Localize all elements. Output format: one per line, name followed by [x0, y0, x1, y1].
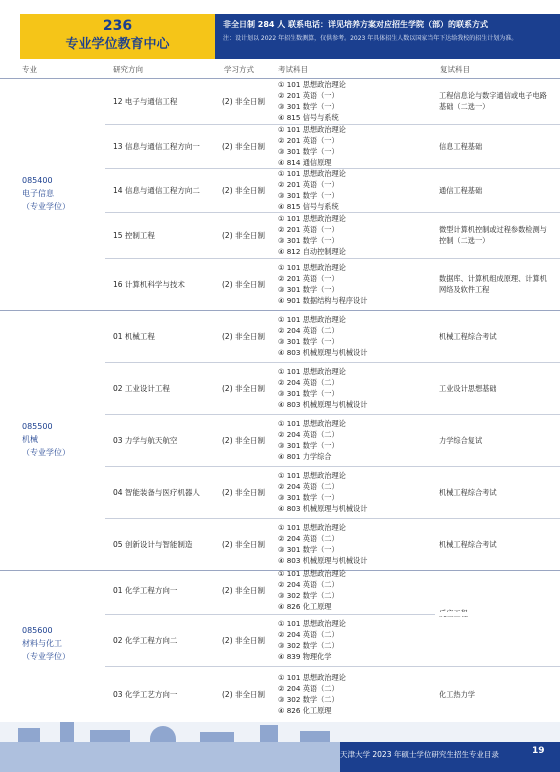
exam-subjects [278, 418, 346, 462]
table-row [105, 258, 560, 310]
retest-subject: 信息工程基础 [439, 141, 483, 151]
exam-subject: ③ 302 数学（二） [278, 695, 339, 704]
lowrise-silhouette-icon [300, 731, 330, 742]
exam-subject: ③ 301 数学（一） [278, 102, 339, 111]
exam-subject: ① 101 思想政治理论 [278, 80, 346, 89]
exam-subject: ① 101 思想政治理论 [278, 619, 346, 628]
block-silhouette-icon [260, 725, 278, 742]
retest-subject: 力学综合复试 [439, 435, 483, 445]
page-header [0, 0, 560, 59]
major-label [22, 174, 70, 213]
exam-subjects [278, 522, 367, 566]
page-footer [0, 722, 560, 772]
major-code: 085600 [22, 626, 53, 635]
exam-subject: ① 101 思想政治理论 [278, 569, 346, 578]
study-mode: (2) 非全日制 [222, 488, 266, 497]
study-mode: (2) 非全日制 [222, 332, 266, 341]
enrollment-info-block [215, 14, 560, 59]
footer-skyline-band [0, 742, 340, 772]
study-mode: (2) 非全日制 [222, 540, 266, 549]
hall-silhouette-icon [90, 730, 130, 742]
study-mode: (2) 非全日制 [222, 384, 266, 393]
retest-subject: 化工热力学 [439, 689, 475, 699]
exam-subject: ① 101 思想政治理论 [278, 367, 346, 376]
exam-subject: ③ 301 数学（一） [278, 147, 339, 156]
exam-subject: ④ 901 数据结构与程序设计 [278, 296, 368, 305]
exam-subject: ④ 801 力学综合 [278, 452, 332, 461]
exam-subject: ③ 301 数学（一） [278, 493, 339, 502]
exam-subjects [278, 314, 367, 358]
research-direction: 03 化学工艺方向一 [113, 690, 178, 699]
exam-subject: ③ 301 数学（一） [278, 545, 339, 554]
table-row [105, 78, 560, 125]
exam-subject: ③ 301 数学（一） [278, 236, 339, 245]
research-direction: 02 工业设计工程 [113, 384, 170, 393]
table-row [105, 666, 560, 722]
col-direction: 研究方向 [113, 65, 143, 74]
exam-subject: ① 101 思想政治理论 [278, 673, 346, 682]
retest-subject: 机械工程综合考试 [439, 539, 497, 549]
merged-cell-cover [435, 612, 560, 616]
exam-subjects [278, 672, 346, 716]
research-direction: 01 化学工程方向一 [113, 586, 178, 595]
exam-subject: ① 101 思想政治理论 [278, 315, 346, 324]
study-mode: (2) 非全日制 [222, 280, 266, 289]
major-type: （专业学位） [22, 448, 70, 457]
dome-silhouette-icon [150, 726, 176, 742]
retest-subject: 工程信息论与数字通信或电子电路基础（二选一） [439, 91, 547, 111]
exam-subject: ② 201 英语（一） [278, 91, 339, 100]
research-direction: 16 计算机科学与技术 [113, 280, 185, 289]
exam-subject: ④ 803 机械原理与机械设计 [278, 348, 368, 357]
col-major: 专业 [22, 65, 37, 74]
exam-subjects [278, 213, 346, 257]
major-block [0, 566, 560, 723]
study-mode: (2) 非全日制 [222, 586, 266, 595]
major-name: 材料与化工 [22, 639, 62, 648]
table-row [105, 212, 560, 259]
exam-subjects [278, 470, 367, 514]
col-exam-subjects: 考试科目 [278, 65, 308, 74]
major-block [0, 310, 560, 571]
retest-subject: 机械工程综合考试 [439, 487, 497, 497]
exam-subject: ③ 301 数学（一） [278, 191, 339, 200]
enrollment-note: 注：设计划以 2022 年招生数测算，仅供参考。2023 年具体招生人数以国家当年下达给我校的招生计划为准。 [223, 35, 518, 42]
exam-subject: ② 204 英语（二） [278, 482, 339, 491]
retest-subject: 通信工程基础 [439, 185, 483, 195]
exam-subject: ③ 302 数学（二） [278, 591, 339, 600]
center-code: 236 [102, 18, 133, 34]
exam-subject: ③ 301 数学（一） [278, 389, 339, 398]
study-mode: (2) 非全日制 [222, 186, 266, 195]
table-row [105, 310, 560, 363]
exam-subject: ② 204 英语（二） [278, 534, 339, 543]
exam-subjects [278, 366, 367, 410]
major-type: （专业学位） [22, 652, 70, 661]
study-mode: (2) 非全日制 [222, 636, 266, 645]
exam-subject: ③ 301 数学（一） [278, 337, 339, 346]
research-direction: 05 创新设计与智能制造 [113, 540, 193, 549]
exam-subjects [278, 618, 346, 662]
center-name: 专业学位教育中心 [65, 37, 170, 52]
center-title-block [20, 14, 215, 59]
page-number: 19 [532, 746, 545, 756]
table-row [105, 518, 560, 570]
major-label [22, 624, 70, 663]
exam-subject: ② 204 英语（二） [278, 430, 339, 439]
exam-subject: ④ 815 信号与系统 [278, 202, 339, 211]
retest-subject: 工业设计思想基础 [439, 383, 497, 393]
exam-subject: ① 101 思想政治理论 [278, 169, 346, 178]
exam-subject: ③ 301 数学（一） [278, 441, 339, 450]
research-direction: 12 电子与通信工程 [113, 97, 178, 106]
study-mode: (2) 非全日制 [222, 142, 266, 151]
exam-subject: ① 101 思想政治理论 [278, 523, 346, 532]
major-block [0, 78, 560, 311]
research-direction: 04 智能装备与医疗机器人 [113, 488, 200, 497]
exam-subjects [278, 79, 346, 123]
table-row [105, 614, 560, 667]
table-row [105, 362, 560, 415]
major-type: （专业学位） [22, 202, 70, 211]
exam-subject: ④ 803 机械原理与机械设计 [278, 400, 368, 409]
study-mode: (2) 非全日制 [222, 436, 266, 445]
exam-subject: ① 101 思想政治理论 [278, 419, 346, 428]
study-mode: (2) 非全日制 [222, 97, 266, 106]
exam-subjects [278, 168, 346, 212]
exam-subject: ① 101 思想政治理论 [278, 214, 346, 223]
study-mode: (2) 非全日制 [222, 231, 266, 240]
exam-subject: ② 201 英语（一） [278, 225, 339, 234]
major-code: 085500 [22, 422, 53, 431]
major-label [22, 420, 70, 459]
research-direction: 15 控制工程 [113, 231, 155, 240]
retest-subject: 数据库、计算机组成原理、计算机网络及软件工程 [439, 274, 547, 294]
table-row [105, 168, 560, 213]
study-mode: (2) 非全日制 [222, 690, 266, 699]
exam-subject: ② 201 英语（一） [278, 180, 339, 189]
exam-subject: ④ 803 机械原理与机械设计 [278, 556, 368, 565]
research-direction: 13 信息与通信工程方向一 [113, 142, 200, 151]
column-header-row [0, 59, 560, 79]
research-direction: 01 机械工程 [113, 332, 155, 341]
exam-subject: ③ 302 数学（二） [278, 641, 339, 650]
major-name: 电子信息 [22, 189, 54, 198]
exam-subject: ③ 301 数学（一） [278, 285, 339, 294]
major-code: 085400 [22, 176, 53, 185]
exam-subject: ④ 803 机械原理与机械设计 [278, 504, 368, 513]
exam-subject: ② 204 英语（二） [278, 630, 339, 639]
exam-subject: ④ 826 化工原理 [278, 602, 332, 611]
exam-subject: ④ 839 物理化学 [278, 652, 332, 661]
retest-subject: 机械工程综合考试 [439, 331, 497, 341]
exam-subject: ② 204 英语（二） [278, 580, 339, 589]
table-row [105, 466, 560, 519]
retest-subject: 微型计算机控制或过程参数检测与控制（二选一） [439, 225, 547, 245]
tower-silhouette-icon [60, 722, 74, 742]
exam-subject: ② 204 英语（二） [278, 684, 339, 693]
catalog-title: 天津大学 2023 年硕士学位研究生招生专业目录 [340, 750, 499, 759]
exam-subject: ④ 814 通信原理 [278, 158, 332, 167]
building-silhouette-icon [18, 728, 40, 742]
exam-subject: ④ 812 自动控制理论 [278, 247, 346, 256]
research-direction: 02 化学工程方向二 [113, 636, 178, 645]
exam-subject: ④ 826 化工原理 [278, 706, 332, 715]
exam-subjects [278, 568, 346, 612]
major-name: 机械 [22, 435, 38, 444]
table-row [105, 414, 560, 467]
research-direction: 14 信息与通信工程方向二 [113, 186, 200, 195]
research-direction: 03 力学与航天航空 [113, 436, 178, 445]
table-row [105, 124, 560, 169]
exam-subject: ① 101 思想政治理论 [278, 263, 346, 272]
exam-subject: ④ 815 信号与系统 [278, 113, 339, 122]
exam-subjects [278, 124, 346, 168]
exam-subjects [278, 262, 367, 306]
enrollment-summary: 非全日制 284 人 联系电话：详见培养方案对应招生学院（部）的联系方式 [223, 20, 489, 29]
col-mode: 学习方式 [224, 65, 254, 74]
exam-subject: ② 201 英语（一） [278, 274, 339, 283]
exam-subject: ① 101 思想政治理论 [278, 471, 346, 480]
exam-subject: ② 201 英语（一） [278, 136, 339, 145]
exam-subject: ① 101 思想政治理论 [278, 125, 346, 134]
gate-silhouette-icon [200, 732, 234, 742]
exam-subject: ② 204 英语（二） [278, 326, 339, 335]
col-retest: 复试科目 [440, 65, 470, 74]
exam-subject: ② 204 英语（二） [278, 378, 339, 387]
